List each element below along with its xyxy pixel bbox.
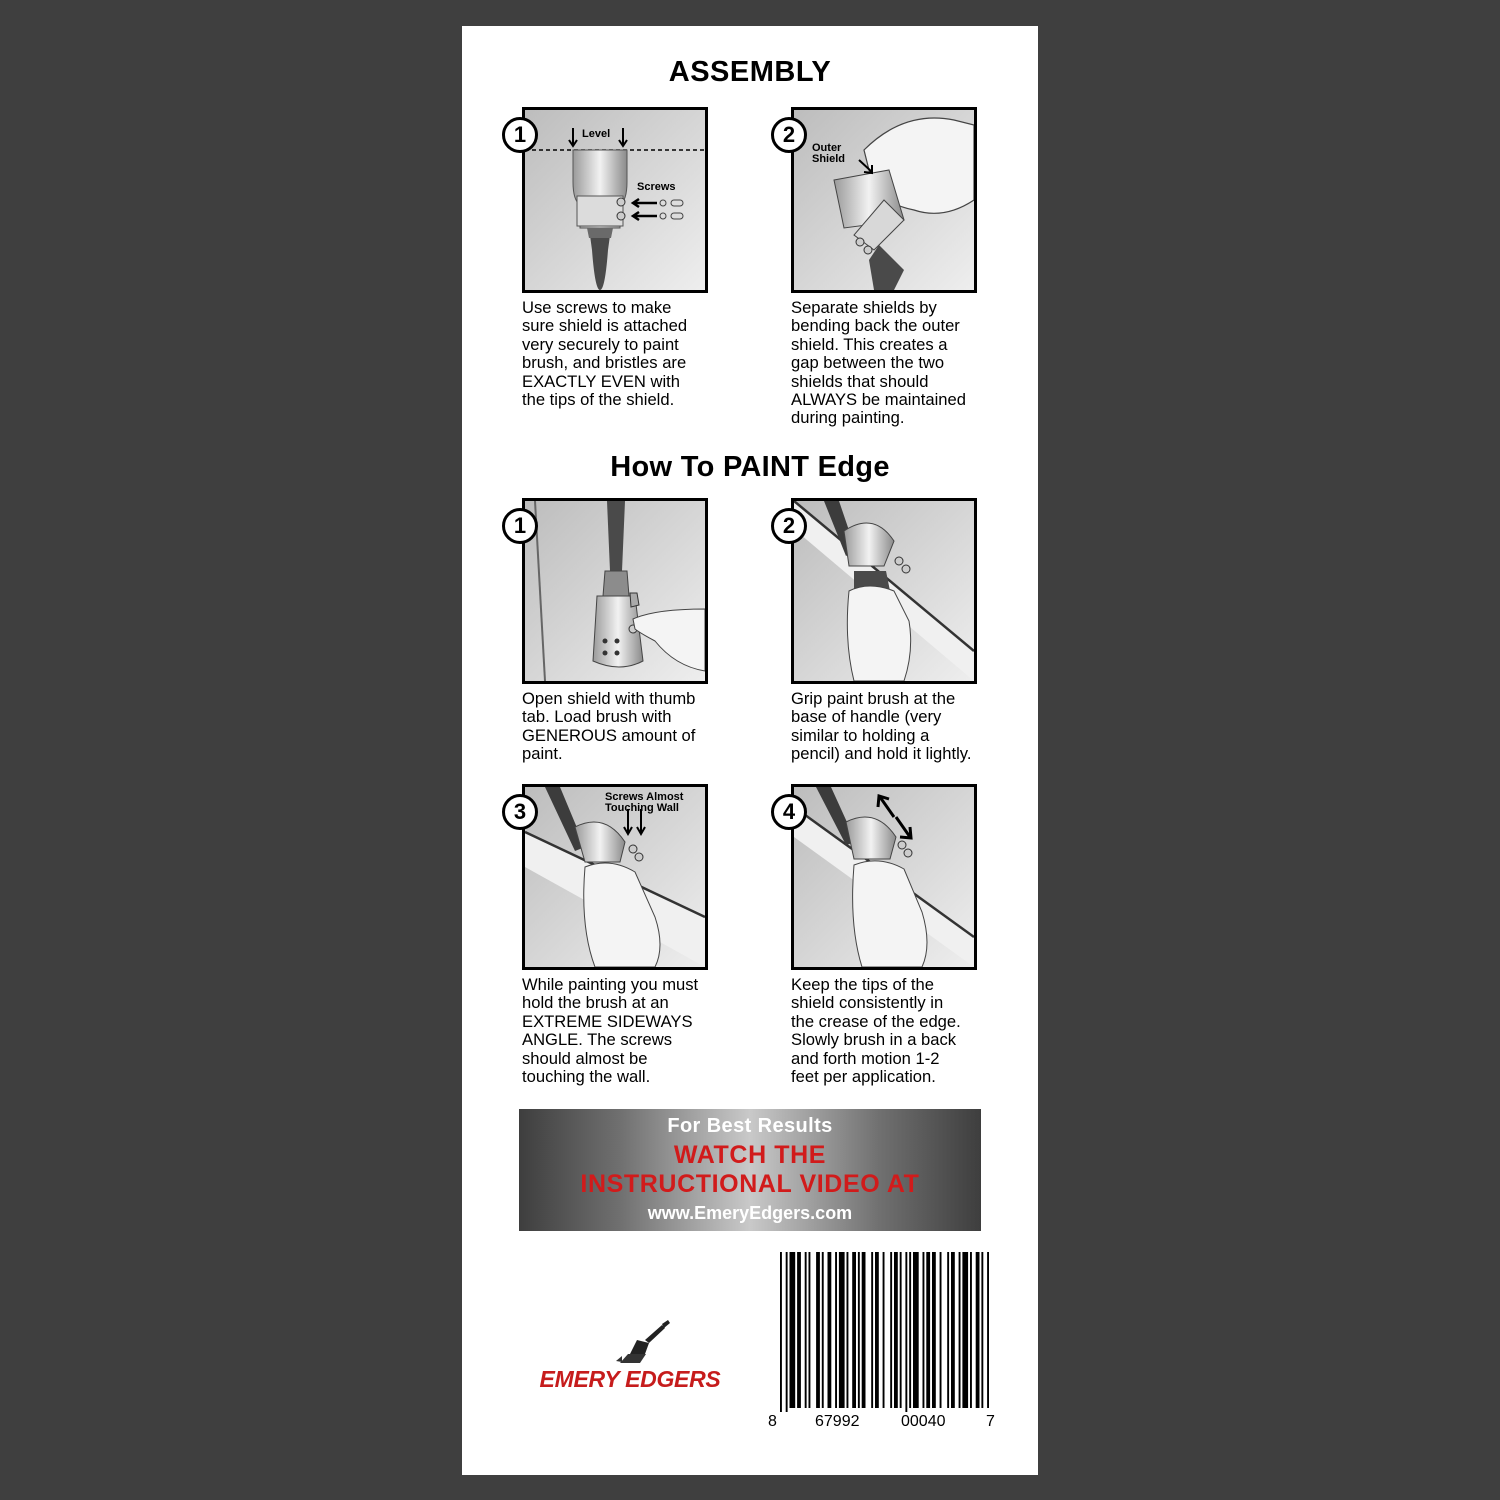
barcode-bar — [828, 1252, 832, 1408]
barcode-bar — [962, 1252, 968, 1408]
barcode-bar — [894, 1252, 898, 1408]
step-number: 1 — [502, 508, 538, 544]
barcode-bar — [816, 1252, 820, 1408]
barcode-bar — [900, 1252, 902, 1408]
step-number: 2 — [771, 117, 807, 153]
assembly-step-2-description: Separate shields by bending back the outer shield. This creates a gap between the two shields that should ALWAYS be maintained during painting. — [791, 298, 966, 428]
barcode — [768, 1252, 1004, 1432]
barcode-bar — [862, 1252, 866, 1408]
brand-logo — [510, 1316, 750, 1396]
barcode-bars — [768, 1252, 998, 1412]
paint-step-1-description: Open shield with thumb tab. Load brush with GENEROUS amount of paint. — [522, 689, 696, 764]
brand-name: EMERY EDGERS — [539, 1366, 721, 1392]
paintbrush-logo-icon — [510, 1316, 750, 1366]
barcode-bar — [926, 1252, 930, 1408]
paint-step-2-illustration — [791, 498, 977, 684]
paint-step-4-description: Keep the tips of the shield consistently in the crease of the edge. Slowly brush in a back and forth motion 1-2 feet per application. — [791, 975, 961, 1087]
separate-shields-illustration — [794, 110, 974, 290]
barcode-bar — [835, 1252, 837, 1408]
best-results-text: For Best Results — [667, 1115, 833, 1137]
barcode-bar — [875, 1252, 879, 1408]
barcode-bar — [913, 1252, 919, 1408]
brush-with-shield-illustration — [525, 110, 705, 290]
assembly-step-1-description: Use screws to make sure shield is attached very securely to paint brush, and bristles are EXACTLY EVEN with the tips of the shield. — [522, 298, 688, 410]
paint-title: How To PAINT Edge — [610, 451, 890, 483]
barcode-bar — [970, 1252, 972, 1408]
screws-almost-touching-wall-label: Screws Almost Touching Wall — [605, 791, 684, 814]
barcode-bar — [858, 1252, 860, 1408]
back-and-forth-illustration — [794, 787, 974, 967]
step-number: 4 — [771, 794, 807, 830]
barcode-bar — [805, 1252, 807, 1408]
level-label: Level — [582, 128, 611, 140]
barcode-bar — [780, 1252, 782, 1412]
barcode-bar — [940, 1252, 942, 1408]
barcode-bar — [809, 1252, 811, 1408]
grip-brush-illustration — [794, 501, 974, 681]
outer-shield-label: Outer Shield — [812, 142, 846, 165]
barcode-bar — [883, 1252, 885, 1408]
paint-step-4-illustration — [791, 784, 977, 970]
barcode-bar — [797, 1252, 801, 1408]
barcode-bar — [909, 1252, 911, 1408]
website-url: www.EmeryEdgers.com — [647, 1203, 853, 1223]
barcode-bar — [890, 1252, 892, 1408]
barcode-bar — [987, 1252, 989, 1408]
sideways-angle-illustration — [525, 787, 705, 967]
open-shield-illustration — [525, 501, 705, 681]
barcode-bar — [822, 1252, 824, 1408]
barcode-bar — [932, 1252, 936, 1408]
barcode-digit-group-left: 67992 — [815, 1413, 860, 1430]
paint-step-3-description: While painting you must hold the brush at an EXTREME SIDEWAYS ANGLE. The screws should almost be touching the wall. — [522, 975, 699, 1087]
instructional-video-text: INSTRUCTIONAL VIDEO AT — [580, 1170, 920, 1198]
assembly-title: ASSEMBLY — [668, 56, 832, 88]
barcode-bar — [951, 1252, 955, 1408]
screws-label: Screws — [637, 181, 676, 193]
barcode-bar — [981, 1252, 983, 1408]
barcode-digit-group-right: 00040 — [901, 1413, 946, 1430]
instruction-card — [462, 26, 1038, 1475]
step-number: 3 — [502, 794, 538, 830]
watch-the-text: WATCH THE — [673, 1141, 827, 1169]
barcode-bar — [976, 1252, 980, 1408]
barcode-bar — [959, 1252, 961, 1408]
step-number: 2 — [771, 508, 807, 544]
barcode-digit-last: 7 — [986, 1413, 995, 1430]
assembly-step-1-illustration — [522, 107, 708, 293]
barcode-digit-first: 8 — [768, 1413, 777, 1430]
barcode-bar — [852, 1252, 856, 1408]
barcode-bar — [905, 1252, 907, 1412]
paint-step-2-description: Grip paint brush at the base of handle (very similar to holding a pencil) and hold it lightly. — [791, 689, 972, 764]
barcode-bar — [839, 1252, 845, 1408]
barcode-bar — [847, 1252, 849, 1408]
assembly-step-2-illustration — [791, 107, 977, 293]
paint-step-1-illustration — [522, 498, 708, 684]
barcode-bar — [923, 1252, 925, 1408]
barcode-bar — [871, 1252, 873, 1408]
barcode-bar — [790, 1252, 796, 1408]
step-number: 1 — [502, 117, 538, 153]
video-banner — [519, 1109, 981, 1231]
barcode-bar — [786, 1252, 788, 1412]
barcode-bar — [947, 1252, 949, 1408]
